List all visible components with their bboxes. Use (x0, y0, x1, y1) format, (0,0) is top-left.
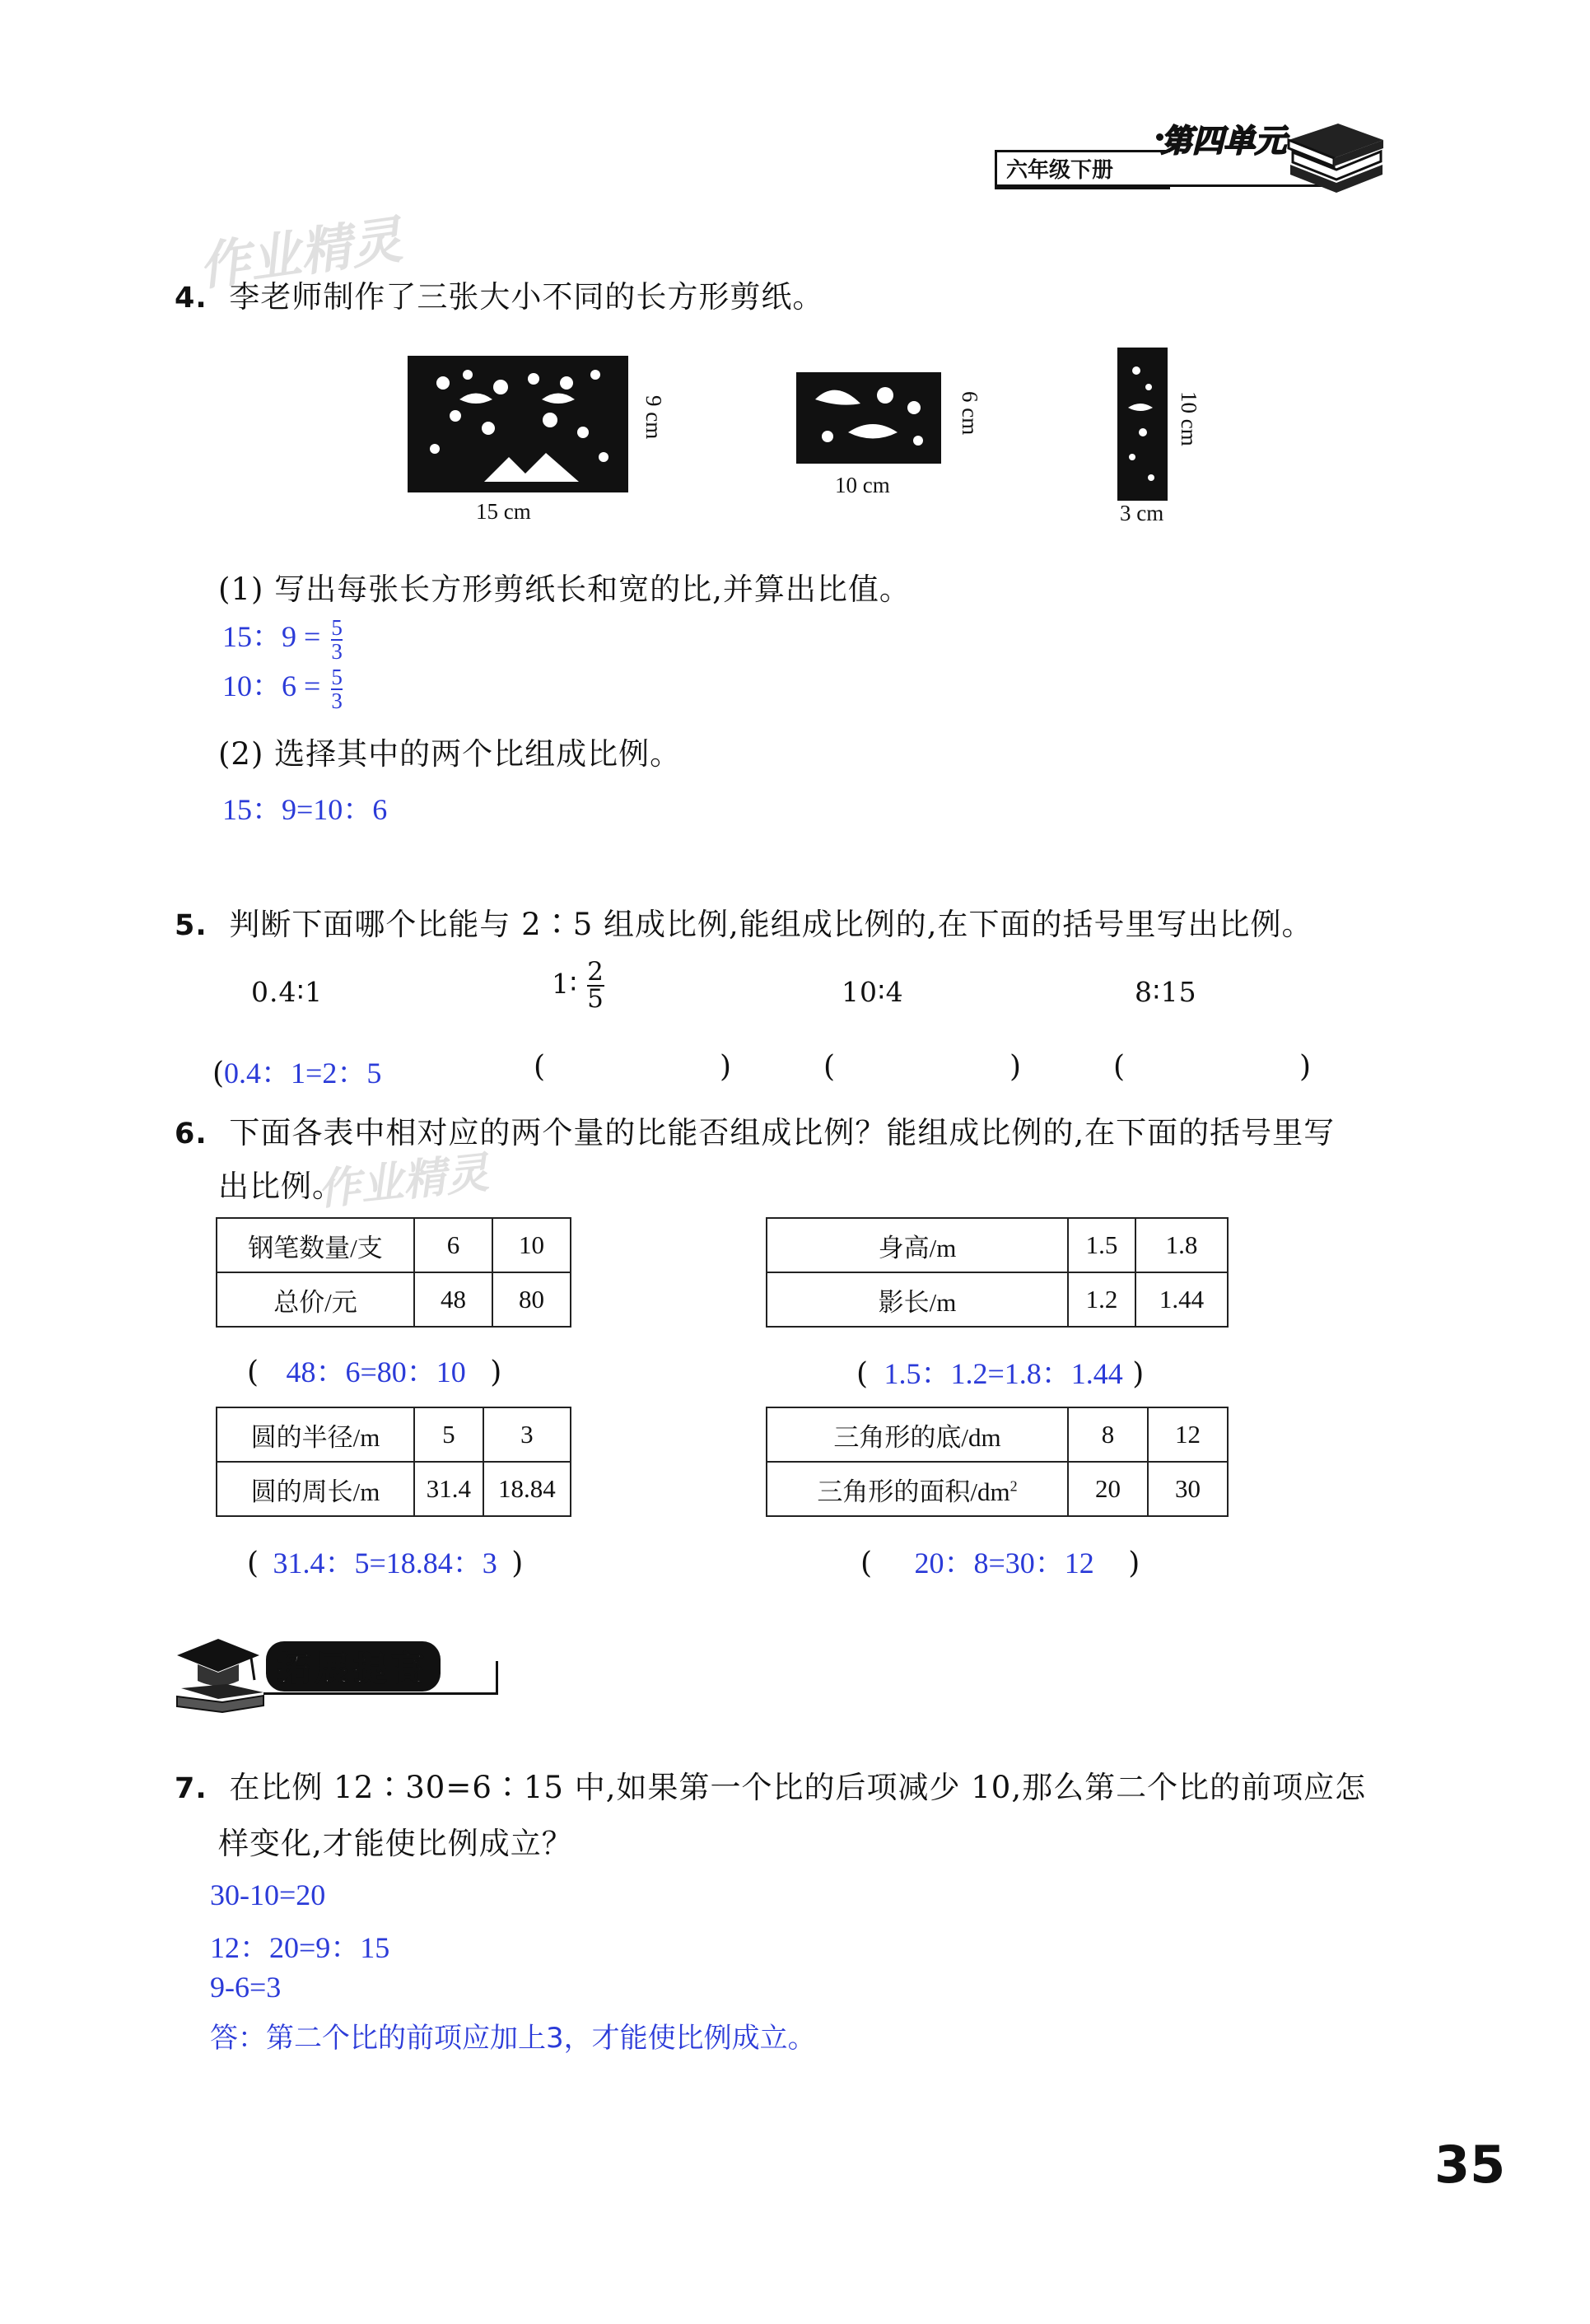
option-b-prefix: 1∶ (552, 968, 578, 1000)
header (988, 115, 1416, 198)
q6-number: 6. (175, 1118, 207, 1150)
table-row: 身高/m 1.5 1.8 (767, 1218, 1228, 1272)
header-grade: 六年级下册 (1006, 158, 1114, 183)
img1-width-label: 15 cm (476, 499, 531, 524)
section-underline-tick (496, 1661, 498, 1695)
q5-text: 判断下面哪个比能与 2∶5 组成比例,能组成比例的,在下面的括号里写出比例。 (229, 907, 1313, 942)
q6-answer-1: ( 48：6=80：10 ) (247, 1356, 502, 1389)
q6-answer-3: ( 31.4：5=18.84：3 ) (247, 1547, 524, 1580)
q6-table-1 (216, 1217, 571, 1328)
q6-table-2 (766, 1217, 1229, 1328)
q7-number: 7. (175, 1772, 207, 1805)
table-row: 三角形的底/dm 8 12 (767, 1407, 1228, 1462)
table-row: 圆的周长/m 31.4 18.84 (217, 1462, 571, 1516)
answer-fraction (331, 666, 343, 712)
q5-answer-1: (0.4：1=2：5 (212, 1057, 382, 1090)
q5-option-a: 0.4∶1 (251, 976, 324, 1008)
q6-table-3 (216, 1407, 571, 1517)
q6-text-line2: 出比例。 (218, 1169, 343, 1204)
answer-ratio: 10：6 = (222, 670, 321, 702)
q4-answer2: 15：9=10：6 (222, 793, 388, 826)
img2-height-label: 6 cm (958, 391, 982, 436)
fraction-numerator: 5 (331, 664, 343, 689)
header-unit: 第四单元 (1161, 123, 1287, 159)
table-row: 总价/元 48 80 (217, 1272, 571, 1327)
q4-part1: (1) 写出每张长方形剪纸长和宽的比,并算出比值。 (218, 572, 911, 607)
answer-fraction (331, 614, 343, 664)
q7-answer-line1: 30-10=20 (210, 1878, 326, 1911)
q4-answer1-line2 (222, 663, 343, 712)
table-row: 圆的半径/m 5 3 (217, 1407, 571, 1462)
papercut-image-3 (1117, 348, 1168, 501)
watermark: 作业精灵 (194, 209, 406, 297)
page-number: 35 (1434, 2135, 1506, 2195)
img3-width-label: 3 cm (1120, 501, 1164, 525)
q5-line (175, 899, 1313, 944)
q7-text-line1: 在比例 12∶30=6∶15 中,如果第一个比的后项减少 10,那么第二个比的前项应怎 (229, 1770, 1367, 1805)
img1-height-label: 9 cm (641, 395, 666, 440)
fraction-numerator: 5 (331, 614, 343, 640)
q5-option-d: 8∶15 (1135, 976, 1197, 1008)
fraction-numerator: 2 (587, 957, 604, 987)
fraction-denominator: 5 (587, 984, 604, 1014)
q6-text-line1: 下面各表中相对应的两个量的比能否组成比例？能组成比例的,在下面的括号里写 (229, 1115, 1336, 1150)
q7-answer-line2: 12：20=9：15 (210, 1931, 390, 1964)
q4-number: 4. (175, 282, 207, 315)
q4-text: 李老师制作了三张大小不同的长方形剪纸。 (229, 279, 824, 315)
q5-option-b (552, 959, 604, 1012)
q5-number: 5. (175, 909, 207, 942)
papercut-image-1 (408, 356, 628, 492)
q5-answer-3: ( ) (823, 1050, 1021, 1084)
section-title: 拓展提高 (266, 1641, 441, 1692)
q7-text-line2: 样变化,才能使比例成立？ (218, 1826, 573, 1861)
option-b-fraction (587, 959, 604, 1012)
table-row: 三角形的面积$/dm^2$ 20 30 (767, 1462, 1228, 1516)
q7-answer-line4: 答：第二个比的前项应加上3，才能使比例成立。 (210, 2022, 816, 2055)
q5-answer-2: ( ) (534, 1050, 731, 1084)
table-row: 钢笔数量/支 6 10 (217, 1218, 571, 1272)
fraction-denominator: 3 (331, 638, 343, 664)
q6-answer-4: ( 20：8=30：12 ) (860, 1547, 1140, 1580)
section-banner (169, 1626, 498, 1717)
q7-line1 (175, 1762, 1366, 1807)
img2-width-label: 10 cm (835, 473, 890, 497)
table-row: 影长/m 1.2 1.44 (767, 1272, 1228, 1327)
q7-answer-line3: 9-6=3 (210, 1971, 282, 2004)
answer-ratio: 15：9 = (222, 620, 321, 653)
q5-answer-4: ( ) (1113, 1050, 1311, 1084)
fraction-denominator: 3 (331, 688, 343, 713)
q4-line (175, 272, 823, 316)
q6-table-4 (766, 1407, 1229, 1517)
q5-option-c: 10∶4 (842, 976, 904, 1008)
superscript: 2 (1009, 1477, 1018, 1495)
section-underline (263, 1692, 498, 1695)
q6-line1 (175, 1108, 1335, 1152)
img3-height-label: 10 cm (1177, 391, 1201, 446)
papercut-image-2 (796, 372, 941, 464)
q6-answer-2: ( 1.5：1.2=1.8：1.44 ) (856, 1357, 1145, 1391)
graduation-cap-icon (169, 1626, 268, 1717)
q4-part2: (2) 选择其中的两个比组成比例。 (218, 736, 682, 772)
q5-answer-value: 0.4：1=2：5 (224, 1057, 382, 1090)
q4-answer1-line1 (222, 614, 343, 663)
books-icon (1280, 115, 1387, 194)
watermark: 作业精灵 (315, 1148, 492, 1216)
